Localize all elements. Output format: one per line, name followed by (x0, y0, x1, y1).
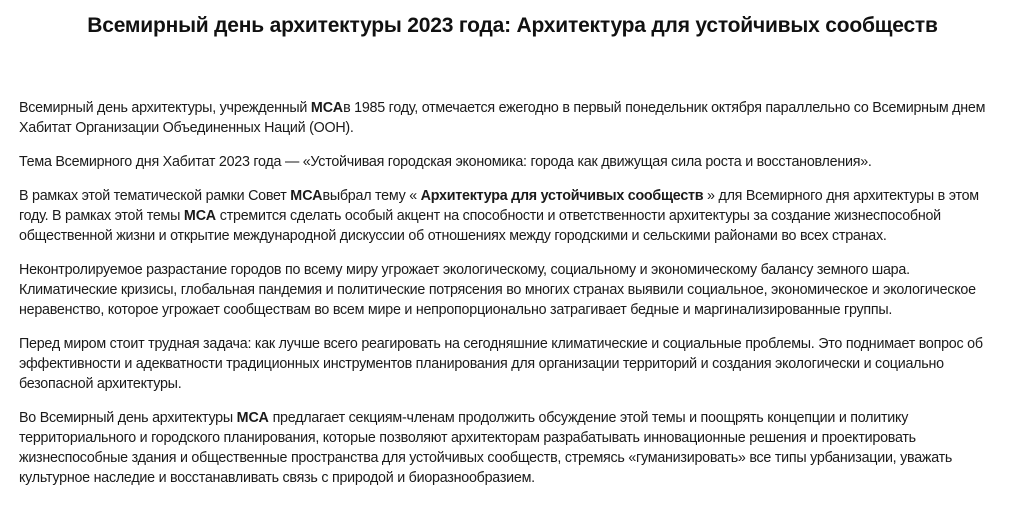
article-body (19, 98, 1006, 502)
paragraph-theme-text-3: » для Всемирного дня архитектуры в этом году. В рамках этой темы (19, 188, 979, 224)
org-abbreviation: МСА (310, 100, 344, 116)
paragraph-theme-text-4: стремится сделать особый акцент на способности и ответственности архитектуры за создание жизнеспособной общественной жизни и открытие международной дискуссии об отношениях между городскими и сельскими районами во всех странах. (19, 208, 941, 244)
org-abbreviation: МСА (183, 208, 217, 224)
paragraph-theme-text-1: В рамках этой тематической рамки Совет (19, 188, 291, 204)
paragraph-challenge: Перед миром стоит трудная задача: как лучше всего реагировать на сегодняшние климатические и социальные проблемы. Это поднимает вопрос об эффективности и адекватности традиционных инструментов планирования для организации территорий и создания экологически и социально безопасной архитектуры. (19, 336, 983, 392)
org-abbreviation: МСА (290, 188, 323, 204)
org-abbreviation: МСА (236, 410, 269, 426)
page-title: Всемирный день архитектуры 2023 года: Архитектура для устойчивых сообществ (87, 14, 938, 37)
theme-title-bold: Архитектура для устойчивых сообществ (420, 188, 704, 204)
paragraph-cta-text-1: Во Всемирный день архитектуры (19, 410, 237, 426)
paragraph-cta-text-2: предлагает секциям-членам продолжить обсуждение этой темы и поощрять концепции и политику территориального и городского планирования, которые позволяют архитекторам разрабатывать инновационные решения и проектировать жизнеспособные здания и общественные пространства для устойчивых сообществ, стремясь «гуманизировать» все типы урбанизации, уважать культурное наследие и восстанавливать связь с природой и биоразнообразием. (19, 410, 953, 486)
paragraph-call-to-action (19, 408, 1006, 488)
paragraph-history (19, 98, 1006, 138)
paragraph-history-text-2: в 1985 году, отмечается ежегодно в первый понедельник октября параллельно со Всемирным днем Хабитат Организации Объединенных Наций (ООН). (19, 100, 986, 136)
paragraph-theme-text-2: выбрал тему « (322, 188, 421, 204)
paragraph-habitat-theme: Тема Всемирного дня Хабитат 2023 года — «Устойчивая городская экономика: города как движущая сила роста и восстановления». (19, 154, 872, 170)
paragraph-history-text-1: Всемирный день архитектуры, учрежденный (19, 100, 311, 116)
paragraph-urban-sprawl: Неконтролируемое разрастание городов по всему миру угрожает экологическому, социальному и экономическому балансу земного шара. Климатические кризисы, глобальная пандемия и политические потрясения во многих странах выявили социальное, экономическое и экологическое неравенство, которое угрожает сообществам во всем мире и непропорционально затрагивает бедные и маргинализированные группы. (19, 262, 976, 318)
paragraph-theme-choice (19, 186, 1006, 246)
